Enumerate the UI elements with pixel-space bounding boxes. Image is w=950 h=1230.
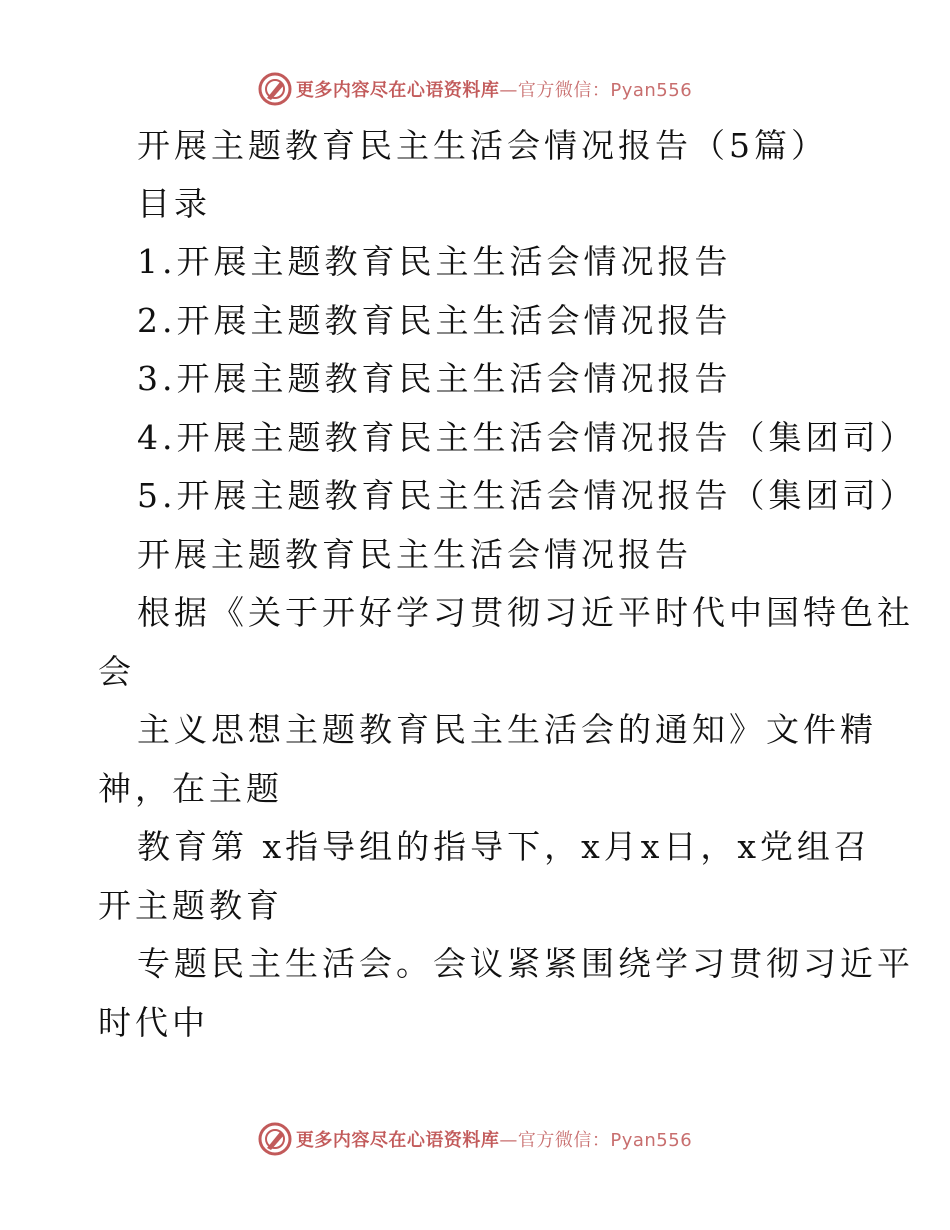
toc-item: 1.开展主题教育民主生活会情况报告 <box>137 242 732 281</box>
watermark-text: 更多内容尽在心语资料库—官方微信：Pyan556 <box>295 80 693 101</box>
header-watermark <box>0 72 950 106</box>
toc-heading: 目录 <box>137 184 211 223</box>
body-line: 主义思想主题教育民主生活会的通知》文件精 <box>137 710 877 749</box>
body-line: 开主题教育 <box>98 886 283 925</box>
body-line: 神，在主题 <box>98 769 283 808</box>
body-line: 教育第 x指导组的指导下，x月x日，x党组召 <box>137 827 871 866</box>
footer-watermark <box>0 1122 950 1156</box>
toc-item: 4.开展主题教育民主生活会情况报告（集团司） <box>137 418 917 457</box>
body-line: 会 <box>98 652 135 691</box>
body-line: 专题民主生活会。会议紧紧围绕学习贯彻习近平 <box>137 944 914 983</box>
section-heading: 开展主题教育民主生活会情况报告 <box>137 535 692 574</box>
pen-logo-icon <box>258 72 292 106</box>
toc-item: 5.开展主题教育民主生活会情况报告（集团司） <box>137 476 917 515</box>
body-line: 时代中 <box>98 1003 209 1042</box>
toc-item: 3.开展主题教育民主生活会情况报告 <box>137 359 732 398</box>
watermark-text: 更多内容尽在心语资料库—官方微信：Pyan556 <box>295 1130 693 1151</box>
pen-logo-icon <box>258 1122 292 1156</box>
document-title: 开展主题教育民主生活会情况报告（5篇） <box>137 126 828 165</box>
body-line: 根据《关于开好学习贯彻习近平时代中国特色社 <box>137 593 914 632</box>
toc-item: 2.开展主题教育民主生活会情况报告 <box>137 301 732 340</box>
